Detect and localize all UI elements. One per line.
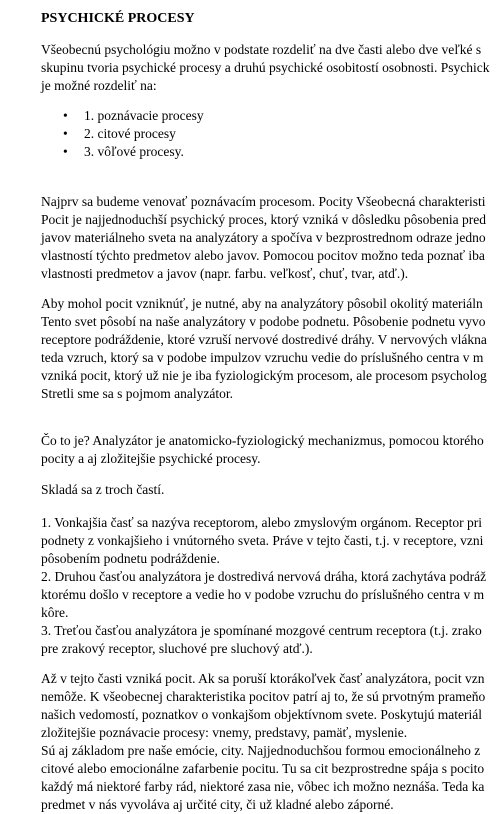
paragraph-line: kôre.	[41, 605, 69, 620]
bullet-icon: •	[63, 126, 68, 141]
paragraph-line: vlastností týchto predmetov alebo javov. Pomocou pocitov možno teda poznať iba	[41, 248, 485, 263]
paragraph-line: zložitejšie poznávacie procesy: vnemy, predstavy, pamäť, myslenie.	[41, 725, 408, 740]
paragraph-line: receptore podráždenie, ktoré vzruší nervové dostredivé dráhy. V nervových vlákna	[41, 332, 487, 347]
paragraph-line: Čo to je? Analyzátor je anatomicko-fyziologický mechanizmus, pomocou ktorého	[41, 433, 484, 448]
bullet-icon: •	[63, 144, 68, 159]
paragraph-line: ktorému došlo v receptore a vedie ho v podobe vzruchu do príslušného centra v m	[41, 587, 485, 602]
intro-line: Všeobecnú psychológiu možno v podstate rozdeliť na dve časti alebo dve veľké s	[41, 42, 482, 57]
paragraph-line: našich vedomostí, poznatkov o vonkajšom objektívnom svete. Poskytujú materiál	[41, 707, 482, 722]
paragraph-line: Najprv sa budeme venovať poznávacím procesom. Pocity Všeobecná charakteristi	[41, 194, 486, 209]
paragraph-line: javov materiálneho sveta na analyzátory a spočíva v bezprostrednom odraze jedno	[41, 230, 486, 245]
paragraph-line: Tento svet pôsobí na naše analyzátory v podobe podnetu. Pôsobenie podnetu vyvo	[41, 314, 486, 329]
paragraph-line: pôsobením podnetu podráždenie.	[41, 551, 220, 566]
paragraph-line: Skladá sa z troch častí.	[41, 482, 165, 497]
paragraph-line: nemôže. K všeobecnej charakteristika pocitov patrí aj to, že sú prvotným prameňo	[41, 689, 486, 704]
paragraph-line: Stretli sme sa s pojmom analyzátor.	[41, 386, 233, 401]
paragraph-line: Až v tejto časti vzniká pocit. Ak sa poruší ktorákoľvek časť analyzátora, pocit vzn	[41, 671, 485, 686]
paragraph-line: 3. Treťou časťou analyzátora je spomínané mozgové centrum receptora (t.j. zrako	[41, 623, 482, 638]
paragraph-line: predmet v nás vyvoláva aj určité city, či už kladné alebo záporné.	[41, 797, 394, 812]
document-title: PSYCHICKÉ PROCESY	[41, 11, 195, 26]
paragraph-line: 2. Druhou časťou analyzátora je dostredivá nervová dráha, ktorá zachytáva podráž	[41, 569, 487, 584]
paragraph-line: Pocit je najjednoduchší psychický proces, ktorý vzniká v dôsledku pôsobenia pred	[41, 212, 487, 227]
paragraph-line: Sú aj základom pre naše emócie, city. Najjednoduchšou formou emocionálneho z	[41, 743, 481, 758]
paragraph-line: citové alebo emocionálne zafarbenie pocitu. Tu sa cit bezprostredne spája s pocito	[41, 761, 485, 776]
paragraph-line: 1. Vonkajšia časť sa nazýva receptorom, alebo zmyslovým orgánom. Receptor pri	[41, 515, 483, 530]
paragraph-line: vlastnosti predmetov a javov (napr. farbu. veľkosť, chuť, tvar, atď.).	[41, 266, 409, 281]
paragraph-line: podnety z vonkajšieho i vnútorného sveta. Práve v tejto časti, t.j. v receptore, vzni	[41, 533, 484, 548]
paragraph-line: pre zrakový receptor, sluchové pre sluchový atď.).	[41, 641, 313, 656]
intro-line: je možné rozdeliť na:	[41, 78, 157, 93]
paragraph-line: vzniká pocit, ktorý už nie je iba fyziologickým procesom, ale procesom psycholog	[41, 368, 487, 383]
list-item: 2. citové procesy	[84, 126, 176, 141]
bullet-icon: •	[63, 108, 68, 123]
paragraph-line: Aby mohol pocit vzniknúť, je nutné, aby na analyzátory pôsobil okolitý materiáln	[41, 296, 483, 311]
paragraph-line: pocity a aj zložitejšie psychické procesy.	[41, 451, 261, 466]
paragraph-line: každý má niektoré farby rád, niektoré zasa nie, vôbec ich možno neznáša. Teda ka	[41, 779, 485, 794]
intro-line: skupinu tvoria psychické procesy a druhú psychické osobitostí osobnosti. Psychick	[41, 60, 490, 75]
list-item: 1. poznávacie procesy	[84, 108, 204, 123]
paragraph-line: teda vzruch, ktorý sa v podobe impulzov vzruchu vedie do príslušného centra v m	[41, 350, 484, 365]
list-item: 3. vôľové procesy.	[84, 144, 184, 159]
